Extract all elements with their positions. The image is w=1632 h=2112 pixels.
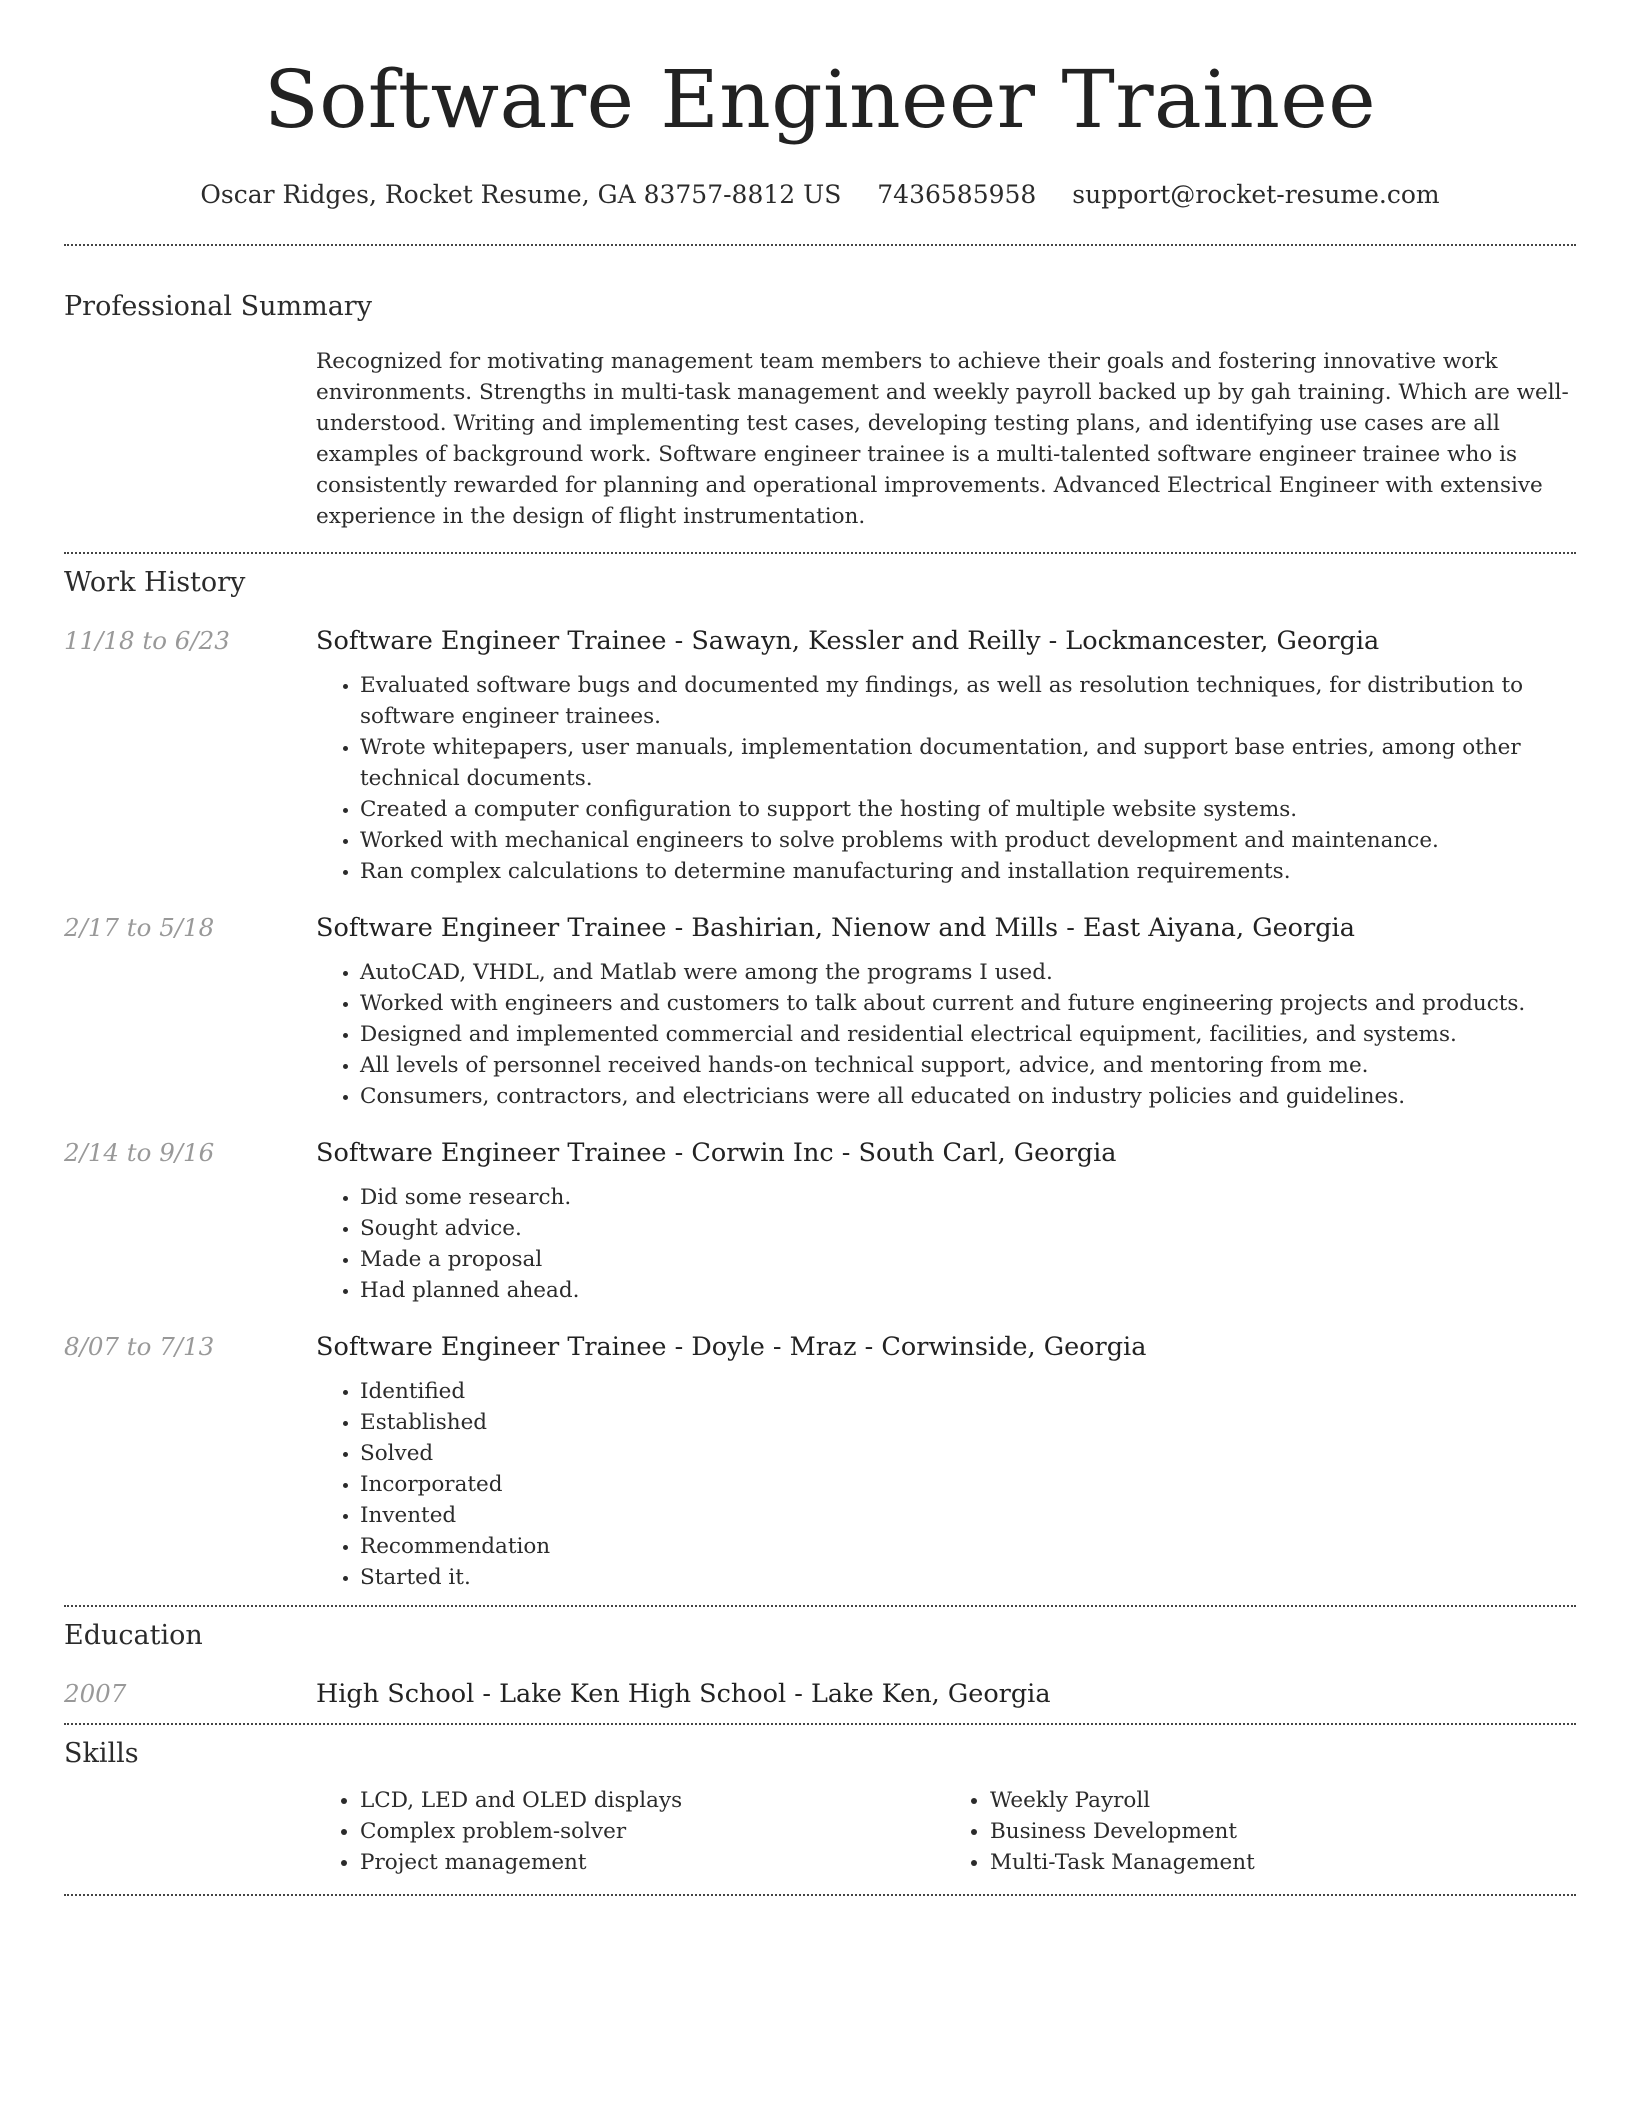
job-bullets	[316, 670, 1576, 887]
resume-title: Software Engineer Trainee	[263, 53, 1377, 146]
job-title: Software Engineer Trainee	[316, 626, 667, 656]
list-item: • Made a proposal	[360, 1244, 1576, 1275]
skill-item: • Project management	[360, 1847, 946, 1878]
job-bullets	[316, 1376, 1576, 1593]
summary-heading: Professional Summary	[64, 291, 372, 322]
contact-address: Oscar Ridges, Rocket Resume, GA 83757-8812 US	[200, 180, 842, 209]
job-entry	[64, 1330, 1576, 1593]
job-body	[316, 911, 1576, 1112]
list-item: • Invented	[360, 1500, 1576, 1531]
education-date: 2007	[64, 1679, 127, 1708]
job-entry	[64, 1136, 1576, 1306]
skills-columns	[316, 1785, 1576, 1878]
skills-section	[64, 1725, 1576, 1894]
skill-item: • Weekly Payroll	[990, 1785, 1576, 1816]
skills-list-left	[316, 1785, 946, 1878]
work-history-section	[64, 554, 1576, 1605]
job-company-location: - Doyle - Mraz - Corwinside, Georgia	[666, 1332, 1147, 1362]
education-entry	[64, 1677, 1576, 1711]
list-item: • Created a computer configuration to support the hosting of multiple website systems.	[360, 794, 1576, 825]
job-title: Software Engineer Trainee	[316, 1138, 667, 1168]
job-heading	[316, 1136, 1576, 1170]
job-company-location: - Sawayn, Kessler and Reilly - Lockmancester, Georgia	[666, 626, 1380, 656]
list-item: • Incorporated	[360, 1469, 1576, 1500]
job-date: 2/14 to 9/16	[64, 1138, 215, 1167]
list-item: • Sought advice.	[360, 1213, 1576, 1244]
education-section	[64, 1607, 1576, 1723]
job-body	[316, 1330, 1576, 1593]
job-bullets	[316, 1182, 1576, 1306]
job-date: 2/17 to 5/18	[64, 913, 215, 942]
contact-email: support@rocket-resume.com	[1072, 180, 1440, 209]
list-item: • Identified	[360, 1376, 1576, 1407]
resume-page	[64, 0, 1576, 1896]
job-heading	[316, 1330, 1576, 1364]
list-item: • Started it.	[360, 1562, 1576, 1593]
skills-list-right	[946, 1785, 1576, 1878]
education-text: High School - Lake Ken High School - Lake Ken, Georgia	[316, 1679, 1051, 1709]
work-history-heading: Work History	[64, 567, 246, 598]
summary-section	[64, 246, 1576, 552]
job-title: Software Engineer Trainee	[316, 1332, 667, 1362]
skill-item: • Business Development	[990, 1816, 1576, 1847]
job-date: 11/18 to 6/23	[64, 626, 230, 655]
list-item: • Wrote whitepapers, user manuals, implementation documentation, and support base entries, among other technical documents.	[360, 732, 1576, 794]
job-entry	[64, 911, 1576, 1112]
list-item: • Ran complex calculations to determine manufacturing and installation requirements.	[360, 856, 1576, 887]
list-item: • Consumers, contractors, and electricians were all educated on industry policies and guidelines.	[360, 1081, 1576, 1112]
job-body	[316, 624, 1576, 887]
job-bullets	[316, 957, 1576, 1112]
contact-phone: 7436585958	[877, 180, 1037, 209]
list-item: • Did some research.	[360, 1182, 1576, 1213]
list-item: • Worked with engineers and customers to talk about current and future engineering projects and products.	[360, 988, 1576, 1019]
education-heading: Education	[64, 1620, 203, 1651]
list-item: • Designed and implemented commercial and residential electrical equipment, facilities, and systems.	[360, 1019, 1576, 1050]
job-list	[64, 624, 1576, 1593]
contact-line	[64, 178, 1576, 212]
job-title: Software Engineer Trainee	[316, 913, 667, 943]
job-company-location: - Bashirian, Nienow and Mills - East Aiyana, Georgia	[666, 913, 1355, 943]
skills-heading: Skills	[64, 1738, 139, 1769]
list-item: • Worked with mechanical engineers to solve problems with product development and maintenance.	[360, 825, 1576, 856]
job-company-location: - Corwin Inc - South Carl, Georgia	[666, 1138, 1117, 1168]
list-item: • All levels of personnel received hands-on technical support, advice, and mentoring from me.	[360, 1050, 1576, 1081]
job-date: 8/07 to 7/13	[64, 1332, 215, 1361]
skill-item: • Multi-Task Management	[990, 1847, 1576, 1878]
list-item: • AutoCAD, VHDL, and Matlab were among the programs I used.	[360, 957, 1576, 988]
list-item: • Established	[360, 1407, 1576, 1438]
skill-item: • Complex problem-solver	[360, 1816, 946, 1847]
job-heading	[316, 911, 1576, 945]
list-item: • Evaluated software bugs and documented my findings, as well as resolution techniques, for distribution to software engineer trainees.	[360, 670, 1576, 732]
job-entry	[64, 624, 1576, 887]
divider	[64, 1894, 1576, 1896]
skill-item: • LCD, LED and OLED displays	[360, 1785, 946, 1816]
list-item: • Recommendation	[360, 1531, 1576, 1562]
list-item: • Solved	[360, 1438, 1576, 1469]
list-item: • Had planned ahead.	[360, 1275, 1576, 1306]
job-body	[316, 1136, 1576, 1306]
job-heading	[316, 624, 1576, 658]
summary-text: Recognized for motivating management team members to achieve their goals and fostering innovative work environments. Strengths in multi-task management and weekly payroll backed up by gah training. Which are well-understood. Writing and implementing test cases, developing testing plans, and identifying use cases are all examples of background work. Software engineer trainee is a multi-talented software engineer trainee who is consistently rewarded for planning and operational improvements. Advanced Electrical Engineer with extensive experience in the design of flight instrumentation.	[316, 349, 1569, 529]
